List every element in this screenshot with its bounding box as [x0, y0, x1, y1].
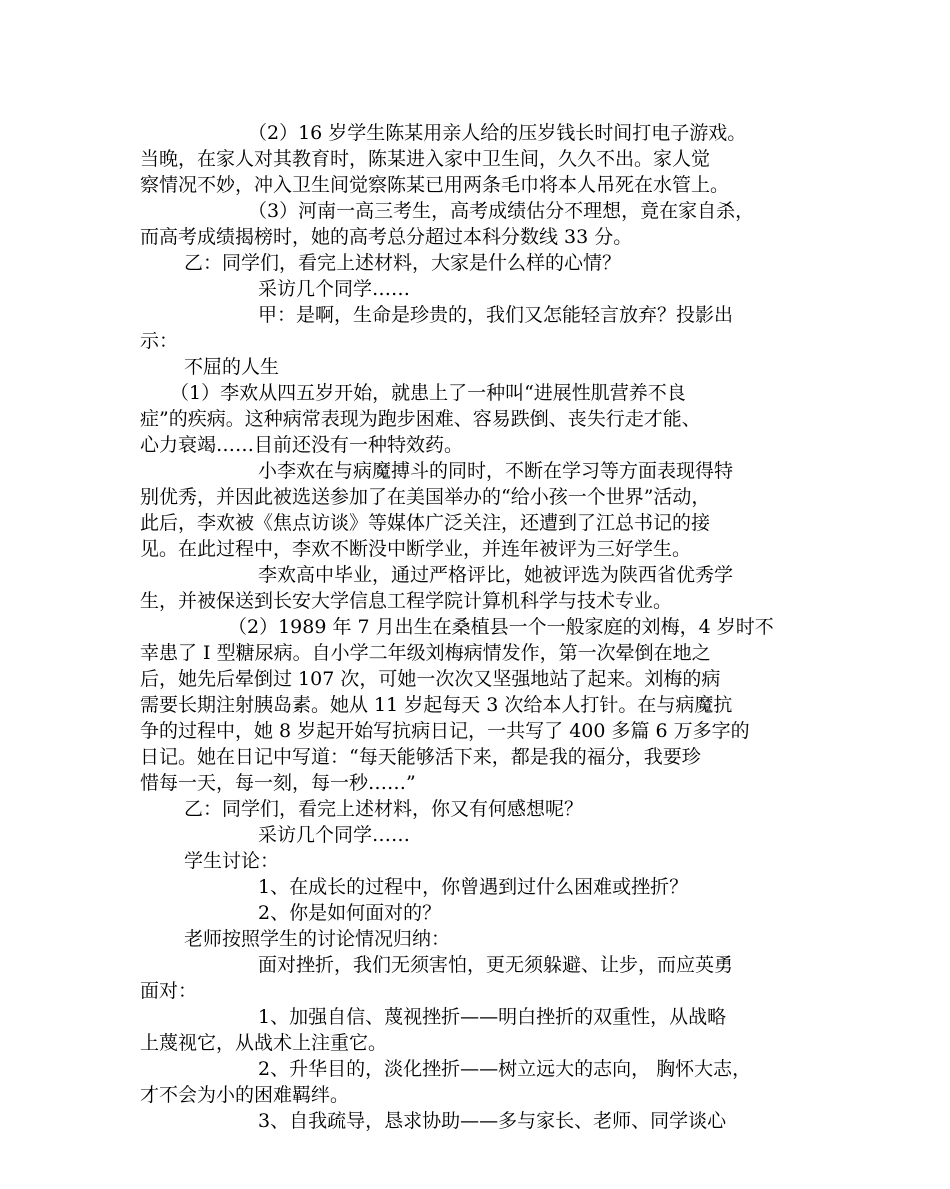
paragraph-line: 惜每一天，每一刻，每一秒……”	[140, 772, 416, 794]
paragraph-line: 上蔑视它，从战术上注重它。	[140, 1032, 388, 1054]
paragraph-line: 才不会为小的困难羁绊。	[140, 1084, 350, 1106]
paragraph-line: 幸患了 I 型糖尿病。自小学二年级刘梅病情发作，第一次晕倒在地之	[140, 642, 711, 664]
paragraph-line: 面对挫折，我们无须害怕，更无须躲避、让步，而应英勇	[258, 954, 734, 976]
list-item: 2、升华目的，淡化挫折——树立远大的志向， 胸怀大志，	[258, 1058, 752, 1080]
paragraph-line: 采访几个同学……	[258, 824, 411, 846]
list-item: 1、在成长的过程中，你曾遇到过什么困难或挫折？	[258, 876, 689, 898]
paragraph-line: 而高考成绩揭榜时，她的高考总分超过本科分数线 33 分。	[140, 226, 633, 248]
paragraph-line: 别优秀，并因此被选送参加了在美国举办的“给小孩一个世界”活动，	[140, 486, 711, 508]
paragraph-line: 察情况不妙，冲入卫生间觉察陈某已用两条毛巾将本人吊死在水管上。	[140, 174, 730, 196]
paragraph-line: （2）1989 年 7 月出生在桑植县一个一般家庭的刘梅，4 岁时不	[228, 616, 774, 638]
paragraph-line: 后，她先后晕倒过 107 次，可她一次次又坚强地站了起来。刘梅的病	[140, 668, 721, 690]
paragraph-line: 日记。她在日记中写道：“每天能够活下来，都是我的福分，我要珍	[140, 746, 701, 768]
paragraph-line: 小李欢在与病魔搏斗的同时，不断在学习等方面表现得特	[258, 460, 734, 482]
list-item: 1、加强自信、蔑视挫折——明白挫折的双重性，从战略	[258, 1006, 727, 1028]
paragraph-line: （1）李欢从四五岁开始，就患上了一种叫“进展性肌营养不良	[170, 382, 686, 404]
paragraph-line: 示：	[140, 330, 179, 352]
paragraph-line: 采访几个同学……	[258, 278, 411, 300]
paragraph-line: 症”的疾病。这种病常表现为跑步困难、容易跌倒、丧失行走才能、	[140, 408, 701, 430]
paragraph-line: 生，并被保送到长安大学信息工程学院计算机科学与技术专业。	[140, 590, 673, 612]
paragraph-line: 李欢高中毕业，通过严格评比，她被评选为陕西省优秀学	[258, 564, 734, 586]
paragraph-line: （3）河南一高三考生，高考成绩估分不理想，竟在家自杀，	[248, 200, 755, 222]
list-item: 2、你是如何面对的？	[258, 902, 442, 924]
paragraph-line: 面对：	[140, 980, 198, 1002]
dialogue-line: 甲：是啊，生命是珍贵的，我们又怎能轻言放弃？投影出	[258, 304, 734, 326]
dialogue-line: 乙：同学们，看完上述材料，大家是什么样的心情？	[184, 252, 622, 274]
section-heading: 不屈的人生	[184, 356, 280, 378]
paragraph-line: 争的过程中，她 8 岁起开始写抗病日记，一共写了 400 多篇 6 万多字的	[140, 720, 750, 742]
paragraph-line: 学生讨论：	[184, 850, 280, 872]
paragraph-line: （2）16 岁学生陈某用亲人给的压岁钱长时间打电子游戏。	[248, 122, 747, 144]
dialogue-line: 乙：同学们，看完上述材料，你又有何感想呢？	[184, 798, 584, 820]
paragraph-line: 老师按照学生的讨论情况归纳：	[184, 928, 451, 950]
list-item: 3、自我疏导，恳求协助——多与家长、老师、同学谈心	[258, 1110, 727, 1132]
paragraph-line: 此后，李欢被《焦点访谈》等媒体广泛关注，还遭到了江总书记的接	[140, 512, 711, 534]
paragraph-line: 当晚，在家人对其教育时，陈某进入家中卫生间，久久不出。家人觉	[140, 148, 711, 170]
paragraph-line: 见。在此过程中，李欢不断没中断学业，并连年被评为三好学生。	[140, 538, 692, 560]
paragraph-line: 心力衰竭……目前还没有一种特效药。	[140, 434, 464, 456]
paragraph-line: 需要长期注射胰岛素。她从 11 岁起每天 3 次给本人打针。在与病魔抗	[140, 694, 733, 716]
